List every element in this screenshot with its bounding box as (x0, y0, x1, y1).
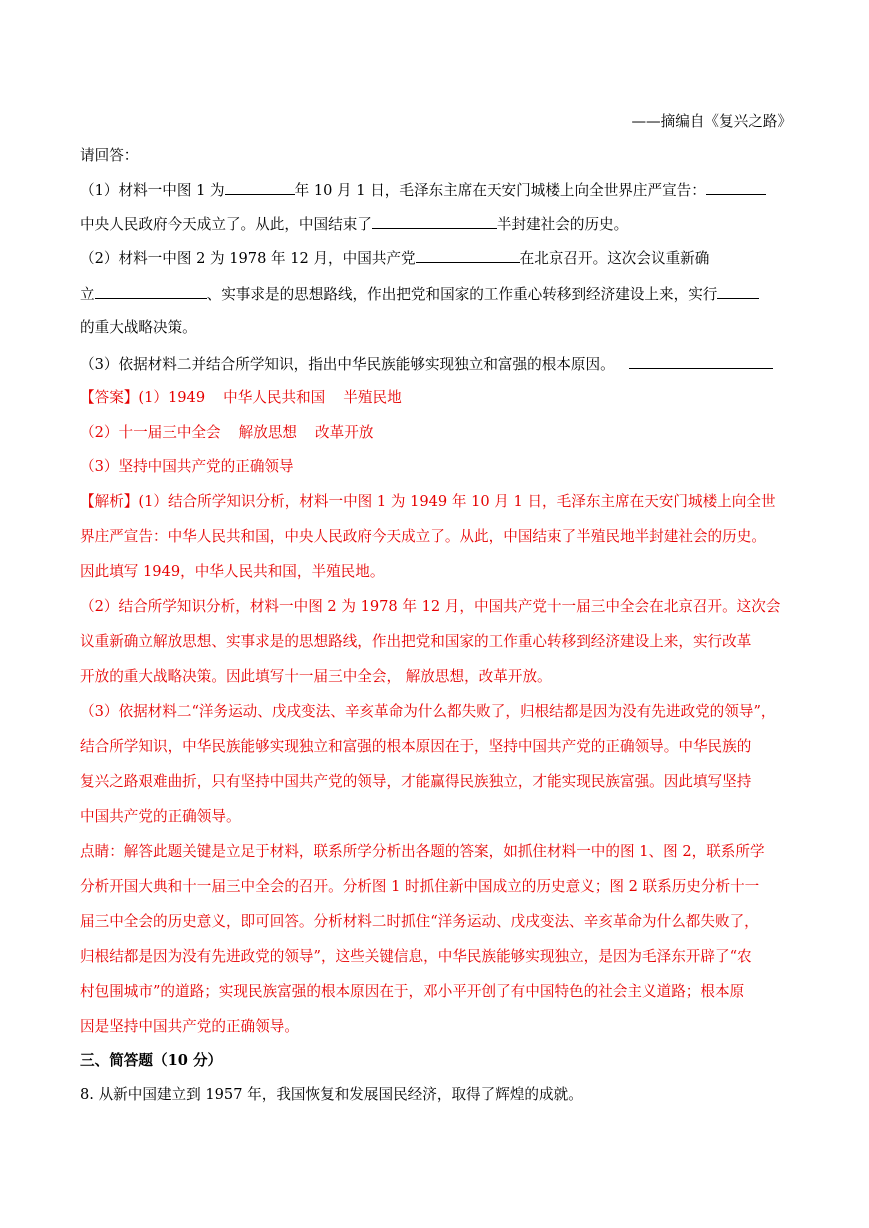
analysis-tag: 【解析】 (80, 493, 139, 510)
analysis-p2-line-2: 议重新确立解放思想、实事求是的思想路线，作出把党和国家的工作重心转移到经济建设上来，实行改革 (80, 633, 752, 650)
analysis-p1-line-1: 【解析】(1）结合所学知识分析，材料一中图 1 为 1949 年 10 月 1 日，毛泽东主席在天安门城楼上向全世 (80, 493, 776, 510)
analysis-p3-line-3: 复兴之路艰难曲折，只有坚持中国共产党的领导，才能赢得民族独立，才能实现民族富强。因此填写坚持 (80, 773, 752, 790)
analysis-p2-line-3: 开放的重大战略决策。因此填写十一届三中全会， 解放思想，改革开放。 (80, 668, 552, 685)
question-1-line-2: 中央人民政府今天成立了。从此，中国结束了 半封建社会的历史。 (80, 216, 629, 233)
blank-q1-country[interactable] (706, 180, 766, 195)
answer-line-1: 【答案】(1）1949 中华人民共和国 半殖民地 (80, 389, 402, 406)
analysis-p4-line-6: 因是坚持中国共产党的正确领导。 (80, 1018, 299, 1035)
analysis-p2-line-1: （2）结合所学知识分析，材料一中图 2 为 1978 年 12 月，中国共产党十一届三中全会在北京召开。这次会 (80, 598, 781, 615)
question-2-line-2: 立 、实事求是的思想路线，作出把党和国家的工作重心转移到经济建设上来，实行 (80, 284, 792, 305)
analysis-p4-line-1: 点睛：解答此题关键是立足于材料，联系所学分析出各题的答案，如抓住材料一中的图 1、图 2，联系所学 (80, 843, 765, 860)
blank-q2-thought[interactable] (95, 284, 207, 299)
blank-q2-meeting[interactable] (416, 248, 520, 263)
analysis-p1-line-3: 因此填写 1949，中华人民共和国，半殖民地。 (80, 563, 385, 580)
answer-line-3: （3）坚持中国共产党的正确领导 (80, 458, 294, 475)
analysis-p4-line-5: 村包围城市”的道路；实现民族富强的根本原因在于，邓小平开创了有中国特色的社会主义道路；根本原 (80, 983, 745, 1000)
answer-line-2: （2）十一届三中全会 解放思想 改革开放 (80, 424, 374, 441)
analysis-p4-line-2: 分析开国大典和十一届三中全会的召开。分析图 1 时抓住新中国成立的历史意义；图 2 联系历史分析十一 (80, 878, 760, 895)
analysis-p3-line-4: 中国共产党的正确领导。 (80, 808, 241, 825)
analysis-p4-line-4: 归根结都是因为没有先进政党的领导”，这些关键信息，中华民族能够实现独立，是因为毛泽东开辟了“农 (80, 948, 752, 965)
analysis-p1-line-2: 界庄严宣告：中华人民共和国，中央人民政府今天成立了。从此，中国结束了半殖民地半封建社会的历史。 (80, 528, 766, 545)
source-citation: ——摘编自《复兴之路》 (631, 113, 792, 130)
question-2-line-1: （2）材料一中图 2 为 1978 年 12 月，中国共产党 在北京召开。这次会议重新确 (80, 250, 710, 267)
question-2-line-3: 的重大战略决策。 (80, 319, 197, 336)
analysis-p3-line-1: （3）依据材料二“洋务运动、戊戌变法、辛亥革命为什么都失败了，归根结都是因为没有先进政党的领导”， (80, 703, 776, 720)
prompt-text: 请回答： (80, 147, 139, 164)
question-3-line: （3）依据材料二并结合所学知识，指出中华民族能够实现独立和富强的根本原因。 (80, 354, 792, 375)
analysis-p4-line-3: 届三中全会的历史意义，即可回答。分析材料二时抓住“洋务运动、戊戌变法、辛亥革命为什么都失败了， (80, 913, 759, 930)
blank-q3-answer[interactable] (629, 354, 773, 369)
analysis-p3-line-2: 结合所学知识，中华民族能够实现独立和富强的根本原因在于，坚持中国共产党的正确领导。中华民族的 (80, 738, 752, 755)
blank-q1-semicolonial[interactable] (372, 214, 497, 229)
blank-q1-year[interactable] (225, 180, 295, 195)
question-1-line-1: （1）材料一中图 1 为 年 10 月 1 日，毛泽东主席在天安门城楼上向全世界庄严宣告： (80, 180, 792, 201)
blank-q2-policy[interactable] (717, 284, 759, 299)
question-8: 8. 从新中国建立到 1957 年，我国恢复和发展国民经济，取得了辉煌的成就。 (80, 1086, 583, 1103)
section-heading: 三、简答题（10 分） (80, 1052, 223, 1069)
answer-tag: 【答案】 (80, 389, 139, 406)
